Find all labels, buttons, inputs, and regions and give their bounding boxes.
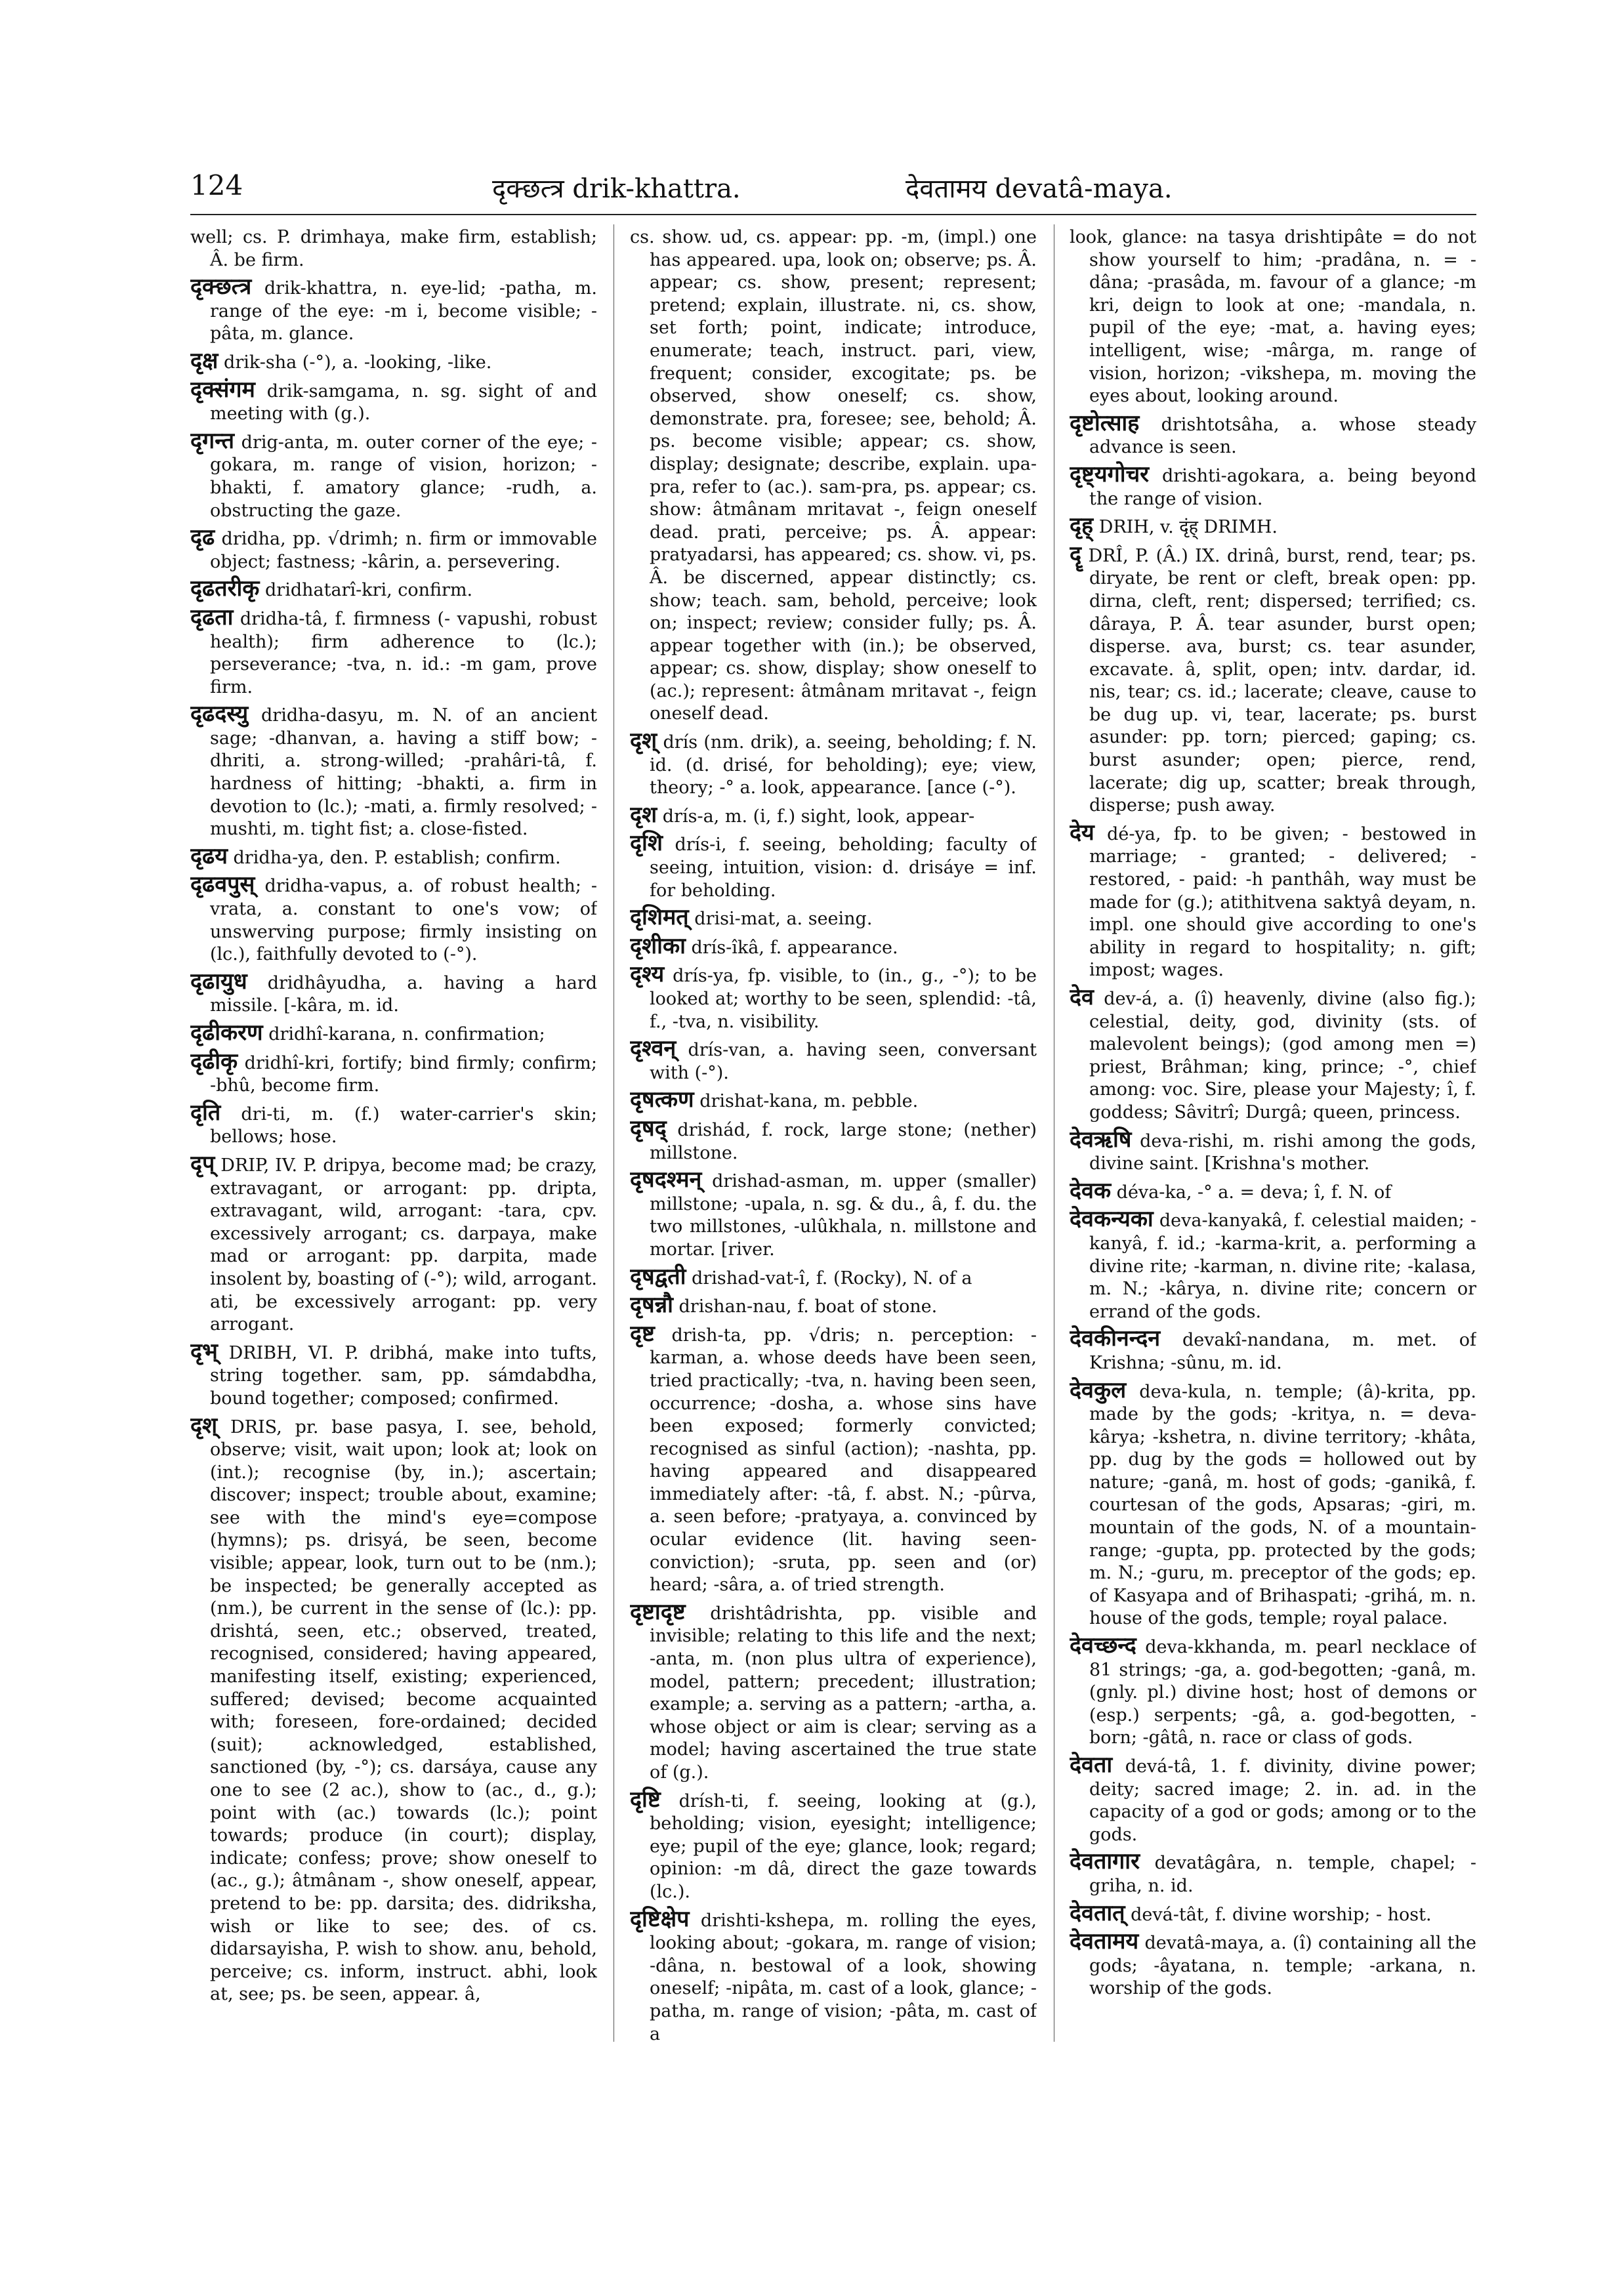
headword: देवता bbox=[1070, 1752, 1113, 1778]
headword: दृगन्त bbox=[190, 427, 235, 454]
entry-text: devatâgâra, n. temple, chapel; -griha, n. id. bbox=[1089, 1853, 1476, 1896]
headword: दृढता bbox=[190, 604, 234, 631]
entry-text: devá-tât, f. divine worship; - host. bbox=[1131, 1904, 1432, 1925]
page-number: 124 bbox=[190, 169, 243, 201]
headword: दृह् bbox=[1070, 512, 1094, 539]
entry-text: dridha-ya, den. P. establish; confirm. bbox=[233, 847, 561, 868]
entry-text: DRÎ, P. (Â.) IX. drinâ, burst, rend, tear; ps. diryate, be rent or cleft, break open: pp. dirna, cleft, rent; dispersed; terrified; cs. dâraya, P. Â. tear asunder, burst open; disperse. ava, burst; cs. tear asunder, excavate. â, split, open; intv. dardar, id. nis, tear; cs. id.; lacerate; cleave, cause to be dug up. vi, tear, lacerate; ps. burst asunder: pp. torn; pierced; gaping; cs. burst asunder; open; pierce, rend, lacerate; dig up, scatter; break through, disperse; push away. bbox=[1088, 545, 1476, 816]
headword: देवच्छन्द bbox=[1070, 1632, 1136, 1659]
headword: दृश bbox=[630, 801, 657, 828]
headword: दृष्टोत्साह bbox=[1070, 409, 1140, 436]
headword: दृश् bbox=[630, 728, 657, 755]
entry-text: drik-khattra, n. eye-lid; -patha, m. range of the eye: -m i, become visible; -pâta, m. glance. bbox=[210, 278, 597, 344]
headword: देवऋषि bbox=[1070, 1126, 1132, 1153]
dictionary-entry bbox=[190, 276, 597, 346]
dictionary-entry bbox=[630, 1088, 1037, 1113]
headword: दृढतरीकृ bbox=[190, 575, 260, 602]
headword: दृढीकृ bbox=[190, 1048, 238, 1075]
entry-text: drishtâdrishta, pp. visible and invisible; relating to this life and the next; -anta, m. (non plus ultra of experience), model, pattern; precedent; illustration; example; a. serving as a pattern; -artha, a. whose object or aim is clear; serving as a model; having ascertained the true state of (g.). bbox=[650, 1603, 1037, 1783]
headword: दृषत्कण bbox=[630, 1086, 694, 1113]
entry-text: dridha, pp. √drimh; n. firm or immovable object; fastness; -kârin, a. persevering. bbox=[210, 529, 597, 572]
dictionary-entry bbox=[630, 1294, 1037, 1319]
headword: दृषदश्मन् bbox=[630, 1167, 702, 1193]
headword: दृषन्नौ bbox=[630, 1292, 673, 1319]
dictionary-entry bbox=[1070, 1128, 1476, 1176]
headword: दृढदस्यु bbox=[190, 701, 249, 728]
entry-text: devakî-nandana, m. met. of Krishna; -sûnu, m. id. bbox=[1089, 1330, 1476, 1373]
dictionary-entry bbox=[190, 1099, 597, 1149]
dictionary-entry bbox=[630, 224, 1037, 726]
headword: देवकन्यका bbox=[1070, 1206, 1154, 1233]
dictionary-entry bbox=[630, 906, 1037, 931]
headword: देवक bbox=[1070, 1177, 1112, 1204]
entry-text: dridha-dasyu, m. N. of an ancient sage; -dhanvan, a. having a stiff bow; -dhriti, a. strong-willed; -prahâri-tâ, f. hardness of hitting; -bhakti, a. firm in devotion to (lc.); -mati, a. firmly resolved; -mushti, m. tight fist; a. close-fisted. bbox=[210, 705, 597, 840]
entry-text: dev-á, a. (î) heavenly, divine (also fig.); celestial, deity, god, divinity (sts. of malevolent beings); (god among men =) priest, Brâhman; king, prince; -°, chief among: voc. Sire, please your Majesty; î, f. goddess; Sâvitrî; Durgâ; queen, princess. bbox=[1089, 989, 1476, 1123]
dictionary-entry bbox=[1070, 821, 1476, 982]
page-header bbox=[190, 169, 1476, 215]
headword: दृषद् bbox=[630, 1115, 667, 1142]
header-rule bbox=[190, 214, 1476, 215]
entry-text: drisi-mat, a. seeing. bbox=[694, 909, 873, 930]
dictionary-entry bbox=[1070, 1634, 1476, 1750]
dictionary-entry bbox=[1070, 514, 1476, 539]
column-3 bbox=[1070, 224, 1476, 2245]
entry-text: dé-ya, fp. to be given; - bestowed in marriage; - granted; - delivered; - restored, - paid: -h panthâh, way must be made for (g.); atithitvena saktyâ deyam, n. impl. one should give according to one's ability in regard to hospitality; n. gift; impost; wages. bbox=[1089, 823, 1476, 981]
entry-text: drís (nm. drik), a. seeing, beholding; f. N. id. (d. drisé, for beholding); eye; view, theory; -° a. look, appearance. [ance (-°). bbox=[650, 732, 1037, 798]
dictionary-entry bbox=[1070, 409, 1476, 459]
entry-text: drishtotsâha, a. whose steady advance is seen. bbox=[1089, 414, 1476, 458]
dictionary-entry bbox=[1070, 1327, 1476, 1375]
dictionary-entry bbox=[190, 1340, 597, 1411]
entry-text: drís-i, f. seeing, beholding; faculty of seeing, intuition, vision: d. drisáye = inf. for beholding. bbox=[650, 835, 1037, 901]
entry-text: drís-îkâ, f. appearance. bbox=[691, 937, 898, 958]
dictionary-entry bbox=[190, 1150, 597, 1336]
dictionary-entry bbox=[1070, 1208, 1476, 1323]
right-guide-word: देवतामय devatâ-maya. bbox=[906, 174, 1173, 204]
dictionary-entry bbox=[190, 703, 597, 841]
headword: दृति bbox=[190, 1099, 221, 1126]
entry-text: dridha-vapus, a. of robust health; -vrata, a. constant to one's vow; of unswerving purpose; firmly insisting on (lc.), faithfully devoted to (-°). bbox=[210, 876, 597, 965]
dictionary-entry bbox=[630, 963, 1037, 1033]
headword: देव bbox=[1070, 984, 1094, 1010]
dictionary-entry bbox=[630, 1320, 1037, 1597]
entry-text: drishad-vat-î, f. (Rocky), N. of a bbox=[692, 1268, 972, 1289]
entry-text: dridhatarî-kri, confirm. bbox=[265, 580, 473, 601]
headword: दृषद्वती bbox=[630, 1263, 686, 1290]
headword: दृश्वन् bbox=[630, 1035, 677, 1062]
entry-text: drik-samgama, n. sg. sight of and meeting with (g.). bbox=[210, 381, 597, 424]
headword: दृढ bbox=[190, 524, 215, 551]
entry-text: dri-ti, m. (f.) water-carrier's skin; bellows; hose. bbox=[210, 1104, 597, 1148]
dictionary-entry bbox=[1070, 1850, 1476, 1897]
headword: दृक्संगम bbox=[190, 376, 255, 403]
dictionary-entry bbox=[1070, 543, 1476, 817]
entry-text: deva-kanyakâ, f. celestial maiden; -kanyâ, f. id.; -karma-krit, a. performing a divine rite; -karman, n. divine rite; -kalasa, m. N.; -kârya, n. divine rite; concern or errand of the gods. bbox=[1089, 1210, 1476, 1322]
headword: दृष्ट bbox=[630, 1320, 655, 1347]
dictionary-entry bbox=[630, 932, 1037, 960]
dictionary-entry bbox=[190, 1412, 597, 2006]
dictionary-entry bbox=[190, 577, 597, 602]
entry-text: look, glance: na tasya drishtipâte = do not show yourself to him; -pradâna, n. = -dâna; -prasâda, m. favour of a glance; -m kri, deign to look at one; -mandala, n. pupil of the eye; -mat, a. having eyes; intelligent, wise; -mârga, m. range of vision, horizon; -vikshepa, m. moving the eyes about, looking around. bbox=[1070, 227, 1476, 407]
dictionary-entry bbox=[1070, 1177, 1476, 1205]
dictionary-entry bbox=[190, 842, 597, 870]
dictionary-entry bbox=[630, 1905, 1037, 2046]
entry-text: dridhî-karana, n. confirmation; bbox=[268, 1024, 545, 1044]
column-1 bbox=[190, 224, 597, 2245]
headword: देवकीनन्दन bbox=[1070, 1325, 1161, 1352]
dictionary-entry bbox=[190, 427, 597, 522]
dictionary-entry bbox=[630, 1117, 1037, 1165]
dictionary-entry bbox=[630, 1263, 1037, 1291]
headword: देवतागार bbox=[1070, 1848, 1140, 1875]
dictionary-entry bbox=[1070, 1930, 1476, 2000]
entry-text: drís-ya, fp. visible, to (in., g., -°); to be looked at; worthy to be seen, splendid: -tâ, f., -tva, n. visibility. bbox=[650, 966, 1037, 1032]
entry-text: deva-kkhanda, m. pearl necklace of 81 strings; -ga, a. god-begotten; -ganâ, m. (gnly. pl.) divine host; host of demons or (esp.) serpents; -gâ, a. god-begotten, - born; -gâtâ, n. race or class of gods. bbox=[1089, 1637, 1476, 1748]
entry-text: drishti-kshepa, m. rolling the eyes, looking about; -gokara, m. range of vision; -dâna, n. bestowal of a look, showing oneself; -nipâta, m. cast of a look, glance; -patha, m. range of vision; -pâta, m. cast of a bbox=[650, 1910, 1037, 2044]
headword: दृभ् bbox=[190, 1338, 218, 1365]
entry-text: drishan-nau, f. boat of stone. bbox=[678, 1296, 938, 1317]
entry-text: drish-ta, pp. √dris; n. perception: -karman, a. whose deeds have been seen, tried practically; -tva, n. having been seen, occurrence; -dosha, a. whose sins have been exposed; formerly convicted; recognised as sinful (action); -nashta, pp. having appeared and disappeared immediately after: -tâ, f. abst. N.; -pûrva, a. seen before; -pratyaya, a. convinced by ocular evidence (lit. having seen-conviction); -sruta, pp. seen and (or) heard; -sâra, a. of tried strength. bbox=[650, 1325, 1037, 1596]
left-guide-word: दृक्छत्त्र drik-khattra. bbox=[492, 174, 741, 204]
headword: दृढायुध bbox=[190, 968, 247, 995]
dictionary-entry bbox=[630, 832, 1037, 902]
dictionary-entry bbox=[1070, 1899, 1476, 1927]
dictionary-entry bbox=[1070, 224, 1476, 408]
headword: देवतात् bbox=[1070, 1899, 1125, 1926]
dictionary-entry bbox=[190, 376, 597, 426]
headword: देवतामय bbox=[1070, 1928, 1139, 1955]
dictionary-entry bbox=[190, 224, 597, 272]
headword: दृष्ट्यगोचर bbox=[1070, 461, 1150, 487]
entry-text: DRIBH, VI. P. dribhá, make into tufts, string together. sam, pp. sámdabdha, bound together; composed; confirmed. bbox=[210, 1342, 597, 1409]
column-2 bbox=[630, 224, 1037, 2245]
entry-text: devá-tâ, 1. f. divinity, divine power; deity; sacred image; 2. in. ad. in the capacity of a god or gods; among or to the gods. bbox=[1089, 1756, 1476, 1845]
dictionary-entry bbox=[190, 1022, 597, 1046]
headword: दृढवपुस् bbox=[190, 871, 255, 898]
dictionary-entry bbox=[630, 801, 1037, 829]
dictionary-entry bbox=[190, 606, 597, 699]
headword: देवकुल bbox=[1070, 1376, 1127, 1403]
entry-text: cs. show. ud, cs. appear: pp. -m, (impl.) one has appeared. upa, look on; observe; ps. Â. appear; cs. show, present; represent; pretend; explain, illustrate. ni, cs. show, set forth; point, indicate; introduce, enumerate; teach, instruct. pari, view, frequent; consider, excogitate; ps. be observed, show oneself; cs. show, demonstrate. pra, foresee; see, behold; Â. ps. become visible; appear; cs. show, display; designate; describe, explain. upa-pra, refer to (ac.). sam-pra, ps. appear; cs. show: âtmânam mritavat -, feign oneself dead. prati, perceive; ps. Â. appear: pratyadarsi, has appeared; cs. show. vi, ps. Â. be discerned, appear distinctly; cs. show; teach. sam, behold, perceive; look on; inspect; review; consider fully; ps. Â. appear together with (in.); be observed, appear; cs. show, display; show oneself to (ac.); represent: âtmânam mritavat -, feign oneself dead. bbox=[630, 227, 1037, 724]
dictionary-entry bbox=[1070, 1376, 1476, 1631]
dictionary-entry bbox=[1070, 1754, 1476, 1846]
entry-text: déva-ka, -° a. = deva; î, f. N. of bbox=[1116, 1182, 1392, 1203]
dictionary-entry bbox=[190, 873, 597, 966]
headword: दृक्छत्त्र bbox=[190, 274, 252, 300]
headword: दृष्टिक्षेप bbox=[630, 1905, 690, 1932]
dictionary-entry bbox=[190, 970, 597, 1018]
entry-text: drís-a, m. (i, f.) sight, look, appear- bbox=[662, 806, 975, 827]
dictionary-entry bbox=[630, 1168, 1037, 1261]
entry-text: drishti-agokara, a. being beyond the range of vision. bbox=[1089, 465, 1476, 509]
entry-text: DRIS, pr. base pasya, I. see, behold, observe; visit, wait upon; look at; look on (int.); recognise (by, in.); ascertain; discover; inspect; trouble about, examine; see with the mind's eye=compose (hymns); ps. drisyá, be seen, become visible; appear, look, turn out to be (nm.); be inspected; be generally accepted as (nm.), be current in the sense of (lc.): pp. drishtá, seen, etc.; observed, treated, recognised, considered; having appeared, manifesting itself, existing; experienced, suffered; devised; become acquainted with; foreseen, fore-ordained; decided (suit); acknowledged, established, sanctioned (by, -°); cs. darsáya, cause any one to see (2 ac.), show to (ac., d., g.); point with (ac.) towards (lc.); point towards; produce (in court); display, indicate; confess; prove; show oneself to (ac., g.); âtmânam -, show oneself, appear, pretend to be: pp. darsita; des. didriksha, wish or like to see; des. of cs. didarsayisha, P. wish to show. anu, behold, perceive; cs. inform, instruct. abhi, look at, see; ps. be seen, appear. â, bbox=[210, 1416, 597, 2005]
headword: दृढीकरण bbox=[190, 1020, 263, 1046]
dictionary-entry bbox=[630, 730, 1037, 800]
dictionary-entry bbox=[630, 1037, 1037, 1085]
entry-text: deva-rishi, m. rishi among the gods, divine saint. [Krishna's mother. bbox=[1089, 1130, 1476, 1174]
dictionary-entry bbox=[190, 347, 597, 375]
entry-text: dridha-tâ, f. firmness (- vapushi, robust health); firm adherence to (lc.); perseverance; -tva, n. id.: -m gam, prove firm. bbox=[210, 608, 597, 697]
entry-text: drig-anta, m. outer corner of the eye; -gokara, m. range of vision, horizon; -bhakti, f. amatory glance; -rudh, a. obstructing the gaze. bbox=[210, 432, 597, 521]
entry-text: drishat-kana, m. pebble. bbox=[699, 1091, 919, 1112]
entry-text: dridhâyudha, a. having a hard missile. [-kâra, m. id. bbox=[210, 972, 597, 1016]
dictionary-entry bbox=[1070, 463, 1476, 510]
entry-text: well; cs. P. drimhaya, make firm, establish; Â. be firm. bbox=[190, 227, 597, 270]
dictionary-entry bbox=[630, 1788, 1037, 1904]
entry-text: devatâ-maya, a. (î) containing all the gods; -âyatana, n. temple; -arkana, n. worship of the gods. bbox=[1089, 1933, 1476, 1999]
headword: दृष्टि bbox=[630, 1786, 661, 1813]
entry-text: drís-van, a. having seen, conversant with (-°). bbox=[650, 1040, 1037, 1083]
dictionary-entry bbox=[190, 1050, 597, 1098]
headword: दॄ bbox=[1070, 541, 1082, 568]
entry-text: DRIP, IV. P. dripya, become mad; be crazy, extravagant, or arrogant: pp. dripta, extravagant, wild, arrogant: -tara, cpv. excessively arrogant; cs. darpaya, make mad or arrogant: pp. darpita, made insolent by, boasting of (-°); wild, arrogant. ati, be excessively arrogant: pp. very arrogant. bbox=[210, 1155, 597, 1335]
headword: दृप् bbox=[190, 1150, 215, 1177]
entry-text: drik-sha (-°), a. -looking, -like. bbox=[224, 352, 492, 373]
headword: दृश्य bbox=[630, 961, 665, 988]
entry-text: drísh-ti, f. seeing, looking at (g.), beholding; vision, eyesight; intelligence; eye; pupil of the eye; glance, look; regard; opinion: -m dâ, direct the gaze towards (lc.). bbox=[650, 1790, 1037, 1902]
dictionary-entry bbox=[1070, 986, 1476, 1125]
dictionary-entry bbox=[190, 526, 597, 573]
entry-text: DRIH, v. दृंह् DRIMH. bbox=[1098, 517, 1278, 538]
entry-text: dridhî-kri, fortify; bind firmly; confirm; -bhû, become firm. bbox=[210, 1052, 597, 1096]
entry-text: drishad-asman, m. upper (smaller) millstone; -upala, n. sg. & du., â, f. du. the two millstones, -ulûkhala, n. millstone and mortar. [river. bbox=[650, 1171, 1037, 1260]
headword: दृशीका bbox=[630, 932, 686, 959]
headword: दृश् bbox=[190, 1412, 218, 1439]
headword: दृढय bbox=[190, 842, 228, 869]
dictionary-entry bbox=[630, 1598, 1037, 1785]
headword: दृष्टादृष्ट bbox=[630, 1598, 686, 1625]
headword: दृशि bbox=[630, 830, 663, 857]
headword: देय bbox=[1070, 819, 1094, 846]
entry-text: deva-kula, n. temple; (â)-krita, pp. made by the gods; -kritya, n. = deva-kârya; -kshetra, n. divine territory; -khâta, pp. dug by the gods = hollowed out by nature; -ganâ, m. host of gods; -ganikâ, f. courtesan of the gods, Apsaras; -giri, m. mountain of the gods, N. of a mountain-range; -gupta, pp. protected by the gods; m. N.; -guru, m. preceptor of the gods; ep. of Kasyapa and of Brihaspati; -grihá, m. n. house of the gods, temple; royal palace. bbox=[1089, 1381, 1476, 1629]
headword: दृशिमत् bbox=[630, 904, 689, 931]
headword: दृक्ष bbox=[190, 347, 219, 374]
entry-text: drishád, f. rock, large stone; (nether) millstone. bbox=[650, 1119, 1037, 1163]
